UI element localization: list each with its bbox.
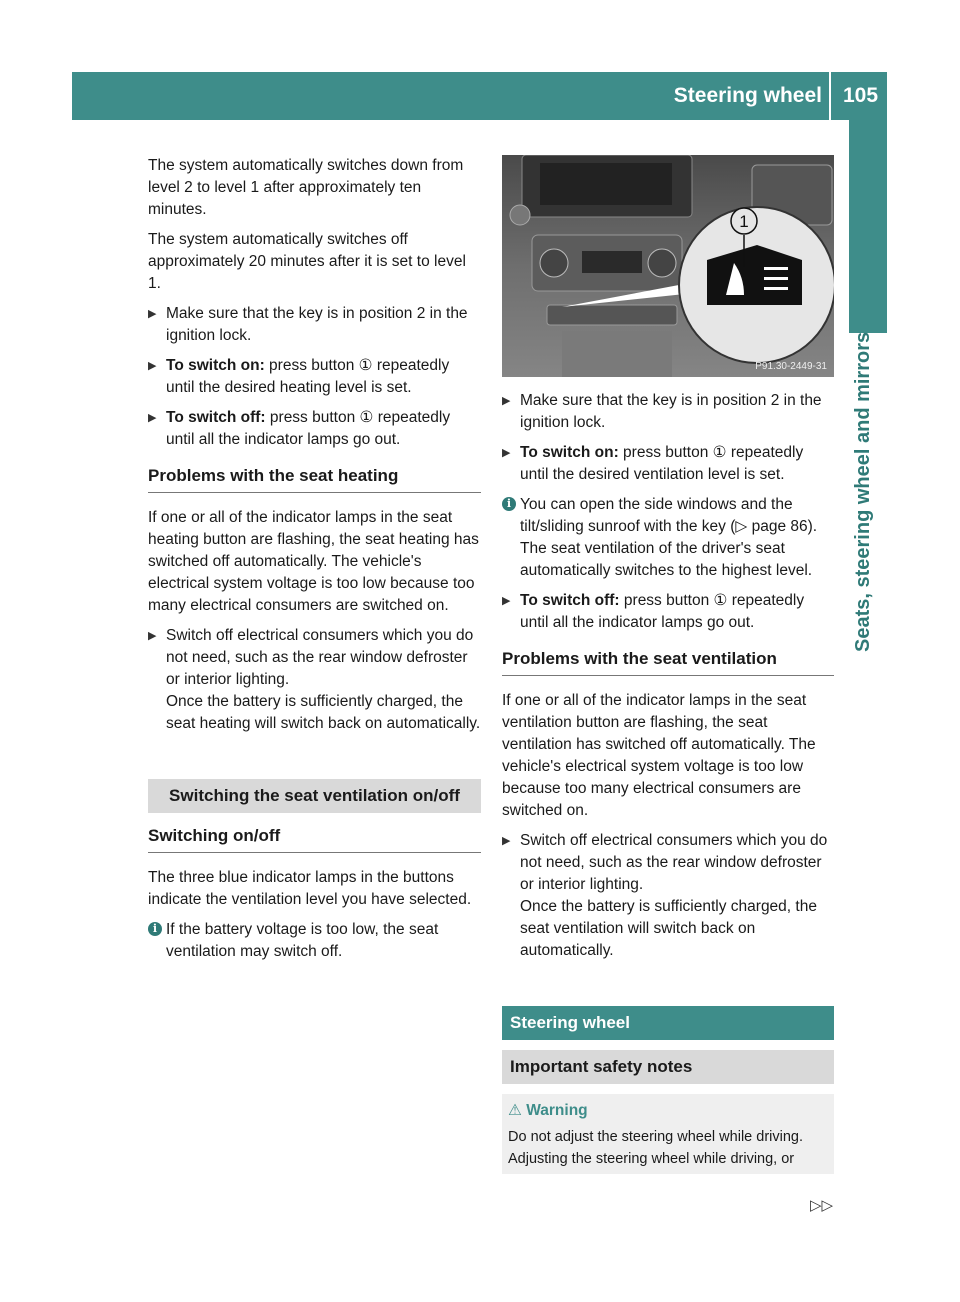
- info-note: [502, 494, 834, 582]
- warning-text: Do not adjust the steering wheel while driving. Adjusting the steering wheel while driving, or: [508, 1129, 803, 1167]
- step-note: Once the battery is sufficiently charged, the seat heating will switch back on automatically.: [166, 693, 481, 732]
- step-lead: To switch on:: [520, 444, 619, 461]
- right-column: [502, 390, 834, 1174]
- header-divider: [829, 72, 831, 120]
- step-note: Once the battery is sufficiently charged, the seat ventilation will switch back on automatically.: [520, 898, 817, 959]
- section-heading: Problems with the seat ventilation: [502, 648, 834, 676]
- step-text: Switch off electrical consumers which you do not need, such as the rear window defroster or interior lighting.: [520, 832, 828, 893]
- paragraph: The system automatically switches off approximately 20 minutes after it is set to level 1.: [148, 231, 466, 292]
- step-arrow-icon: ▶: [148, 360, 157, 372]
- instruction-step: [502, 830, 834, 962]
- page-title: Steering wheel: [673, 84, 822, 107]
- instruction-step: [148, 303, 481, 347]
- warning-icon: ⚠: [508, 1102, 522, 1119]
- step-text: Switch off electrical consumers which you do not need, such as the rear window defroster or interior lighting.: [166, 627, 474, 688]
- console-illustration: [502, 155, 834, 377]
- step-lead: To switch on:: [166, 357, 265, 374]
- left-column: [148, 155, 481, 971]
- photo-code: P91.30-2449-31: [755, 361, 827, 372]
- warning-box: [502, 1094, 834, 1174]
- step-text: press button ① repeatedly until all the indicator lamps go out.: [166, 409, 451, 448]
- chapter-tab: [849, 120, 887, 333]
- console-photo: [502, 155, 834, 377]
- step-arrow-icon: ▶: [148, 630, 157, 642]
- section-band-safety: Important safety notes: [502, 1050, 834, 1084]
- step-text: Make sure that the key is in position 2 in the ignition lock.: [520, 392, 822, 431]
- step-arrow-icon: ▶: [148, 308, 157, 320]
- step-text: press button ① repeatedly until all the indicator lamps go out.: [520, 592, 805, 631]
- step-text: press button ① repeatedly until the desired heating level is set.: [166, 357, 450, 396]
- instruction-step: [148, 407, 481, 451]
- page-number: 105: [843, 84, 879, 107]
- instruction-step: [502, 390, 834, 434]
- info-text: If the battery voltage is too low, the seat ventilation may switch off.: [166, 921, 439, 960]
- warning-title-text: Warning: [526, 1102, 588, 1119]
- step-arrow-icon: ▶: [502, 595, 511, 607]
- warning-title: [508, 1100, 828, 1122]
- info-icon: i: [148, 922, 162, 936]
- callout-number: 1: [739, 212, 749, 231]
- section-heading: Problems with the seat heating: [148, 465, 481, 493]
- info-icon: i: [502, 497, 516, 511]
- step-lead: To switch off:: [166, 409, 266, 426]
- continue-mark: ▷▷: [810, 1197, 834, 1214]
- instruction-step: [502, 590, 834, 634]
- paragraph: The system automatically switches down from level 2 to level 1 after approximately ten minutes.: [148, 157, 464, 218]
- section-band-steering: Steering wheel: [502, 1006, 834, 1040]
- step-text: press button ① repeatedly until the desired ventilation level is set.: [520, 444, 804, 483]
- instruction-step: [502, 442, 834, 486]
- step-text: Make sure that the key is in position 2 in the ignition lock.: [166, 305, 468, 344]
- step-arrow-icon: ▶: [148, 412, 157, 424]
- section-heading: Switching on/off: [148, 825, 481, 853]
- paragraph: If one or all of the indicator lamps in the seat heating button are flashing, the seat heating has switched off automatically. The vehicle's electrical system voltage is too low because too many electrical consumers are switched on.: [148, 509, 479, 614]
- chapter-label: Seats, steering wheel and mirrors: [852, 332, 874, 653]
- step-arrow-icon: ▶: [502, 447, 511, 459]
- instruction-step: [148, 625, 481, 735]
- step-lead: To switch off:: [520, 592, 620, 609]
- info-note: [148, 919, 481, 963]
- section-band: Switching the seat ventilation on/off: [148, 779, 481, 813]
- instruction-step: [148, 355, 481, 399]
- step-arrow-icon: ▶: [502, 835, 511, 847]
- step-arrow-icon: ▶: [502, 395, 511, 407]
- info-text: You can open the side windows and the tilt/sliding sunroof with the key (▷ page 86). The seat ventilation of the driver's seat automatically switches to the highest level.: [520, 496, 818, 579]
- paragraph: If one or all of the indicator lamps in the seat ventilation button are flashing, the seat ventilation has switched off automatically. The vehicle's electrical system voltage is too low because too many electrical consumers are switched on.: [502, 692, 816, 819]
- paragraph: The three blue indicator lamps in the buttons indicate the ventilation level you have selected.: [148, 869, 472, 908]
